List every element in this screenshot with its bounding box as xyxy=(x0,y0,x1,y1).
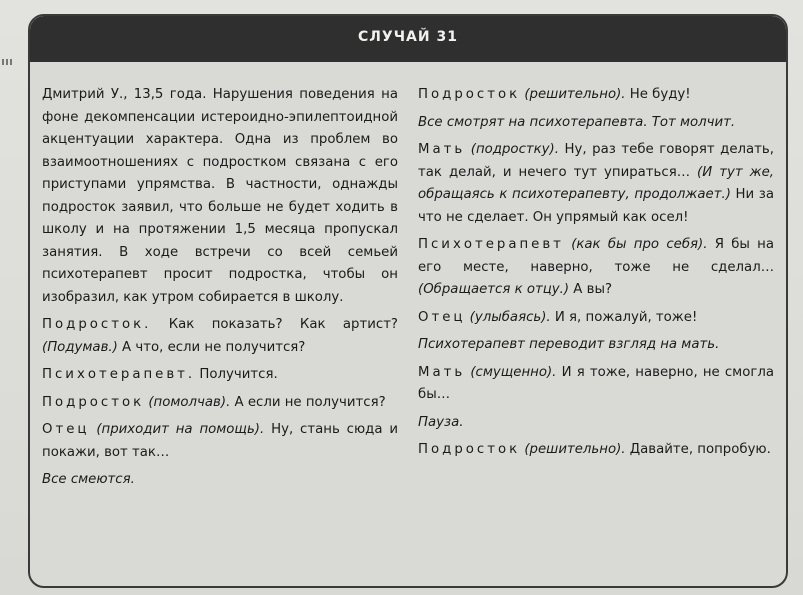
stage-direction: (решительно). xyxy=(520,87,626,102)
stage-direction: (Обращается к отцу.) xyxy=(418,282,570,297)
speaker: Отец xyxy=(418,309,466,325)
dialogue-line: Подросток (помолчав). А если не получится? xyxy=(42,394,386,410)
stage-note: Пауза. xyxy=(418,414,464,430)
dialogue-line: Отец (приходит на помощь). Ну, стань сюда и покажи, вот так… xyxy=(42,422,398,460)
case-intro: Дмитрий У., 13,5 года. Нарушения поведения на фоне декомпенсации истероидно-эпилептоидной акцентуации характера. Одна из проблем во взаимоотношениях с подростком связана с его приступами упрямства. В частности, однажды подросток заявил, что больше не будет ходить в школу и на протяжении 1,5 месяца пропускал занятия. В ходе встречи со всей семьей психотерапевт просит подростка, чтобы он изобразил, как утром собирается в школу. xyxy=(42,87,398,305)
dialogue-line: Психотерапевт. Получится. xyxy=(42,367,278,382)
dialogue-line: Мать (подростку). Ну, раз тебе говорят делать, так делай, и нечего тут упираться… (И тут же, обращаясь к психотерапевту, продолжает.) Ни за что не сделает. Он упрямый как осел! xyxy=(418,142,774,225)
right-column xyxy=(418,84,774,576)
dialogue-line: Отец (улыбаясь). И я, пожалуй, тоже! xyxy=(418,309,698,325)
stage-direction: (подростку). xyxy=(465,142,559,157)
left-column xyxy=(42,84,398,576)
speaker: Подросток xyxy=(42,394,145,410)
stage-direction: (И тут же, обращаясь к психотерапевту, продолжает.) xyxy=(418,164,774,202)
dialogue-line: Мать (смущенно). И я тоже, наверно, не смогла бы… xyxy=(418,364,774,402)
speaker: Психотерапевт. xyxy=(42,367,196,382)
stage-direction: (помолчав). xyxy=(144,394,231,410)
speaker: Мать xyxy=(418,142,466,157)
speaker: Психотерапевт xyxy=(418,237,564,252)
dialogue-line: Психотерапевт (как бы про себя). Я бы на его месте, наверно, тоже не сделал… (Обращается к отцу.) А вы? xyxy=(418,237,774,297)
speaker: Подросток xyxy=(418,87,521,102)
dialogue-line: Подросток. Как показать? Как артист? (Подумав.) А что, если не получится? xyxy=(42,317,398,355)
stage-direction: (Подумав.) xyxy=(42,339,118,355)
case-title: СЛУЧАЙ 31 xyxy=(358,29,458,45)
speaker: Подросток xyxy=(418,442,521,457)
dialogue-line: Подросток (решительно). Не буду! xyxy=(418,87,691,102)
case-header xyxy=(30,16,786,62)
speaker: Мать xyxy=(418,364,466,380)
stage-note: Все смотрят на психотерапевта. Тот молчит. xyxy=(418,114,736,130)
stage-direction: (смущенно). xyxy=(465,364,557,380)
stage-note: Психотерапевт переводит взгляд на мать. xyxy=(418,337,720,352)
speaker: Отец xyxy=(42,422,90,437)
dialogue-line: Подросток (решительно). Давайте, попробую. xyxy=(418,442,771,457)
stage-direction: (как бы про себя). xyxy=(563,237,708,252)
case-box xyxy=(28,14,788,588)
speaker: Подросток. xyxy=(42,317,152,332)
stage-direction: (приходит на помощь). xyxy=(89,422,265,437)
margin-marks xyxy=(2,50,20,60)
stage-note: Все смеются. xyxy=(42,472,135,487)
case-columns xyxy=(42,84,774,576)
stage-direction: (решительно). xyxy=(520,442,626,457)
stage-direction: (улыбаясь). xyxy=(465,309,551,325)
